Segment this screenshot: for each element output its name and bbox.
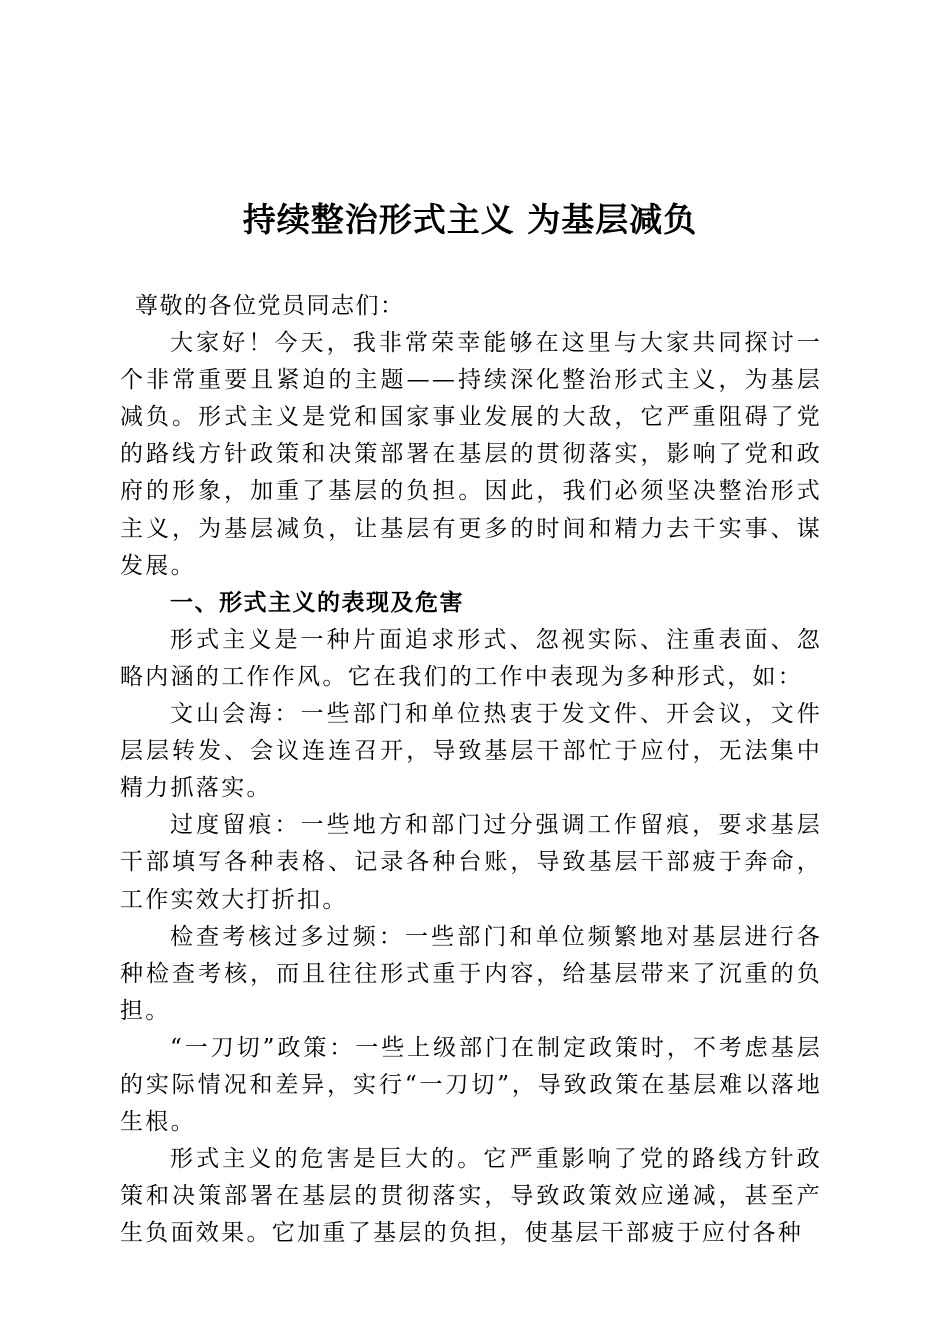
paragraph-meetings: 文山会海：一些部门和单位热衷于发文件、开会议，文件层层转发、会议连连召开，导致基层干部忙于应付，无法集中精力抓落实。 [120, 701, 822, 802]
paragraph-inspections: 检查考核过多过频：一些部门和单位频繁地对基层进行各种检查考核，而且往往形式重于内容，给基层带来了沉重的负担。 [120, 923, 822, 1024]
paragraph-definition: 形式主义是一种片面追求形式、忽视实际、注重表面、忽略内涵的工作作风。它在我们的工作中表现为多种形式，如： [120, 626, 822, 690]
document-body [120, 288, 822, 1252]
paragraph-one-size-policy: “一刀切”政策：一些上级部门在制定政策时，不考虑基层的实际情况和差异，实行“一刀切”，导致政策在基层难以落地生根。 [120, 1034, 822, 1136]
paragraph-traces: 过度留痕：一些地方和部门过分强调工作留痕，要求基层干部填写各种表格、记录各种台账，导致基层干部疲于奔命，工作实效大打折扣。 [120, 812, 822, 913]
paragraph-harm: 形式主义的危害是巨大的。它严重影响了党的路线方针政策和决策部署在基层的贯彻落实，导致政策效应递减，甚至产生负面效果。它加重了基层的负担，使基层干部疲于应付各种 [120, 1146, 822, 1247]
document-title: 持续整治形式主义 为基层减负 [242, 200, 698, 239]
intro-paragraph: 大家好！今天，我非常荣幸能够在这里与大家共同探讨一个非常重要且紧迫的主题——持续深化整治形式主义，为基层减负。形式主义是党和国家事业发展的大敌，它严重阻碍了党的路线方针政策和决策部署在基层的贯彻落实，影响了党和政府的形象，加重了基层的负担。因此，我们必须坚决整治形式主义，为基层减负，让基层有更多的时间和精力去干实事、谋发展。 [120, 330, 822, 579]
salutation: 尊敬的各位党员同志们： [135, 293, 405, 319]
section-heading: 一、形式主义的表现及危害 [170, 589, 464, 616]
